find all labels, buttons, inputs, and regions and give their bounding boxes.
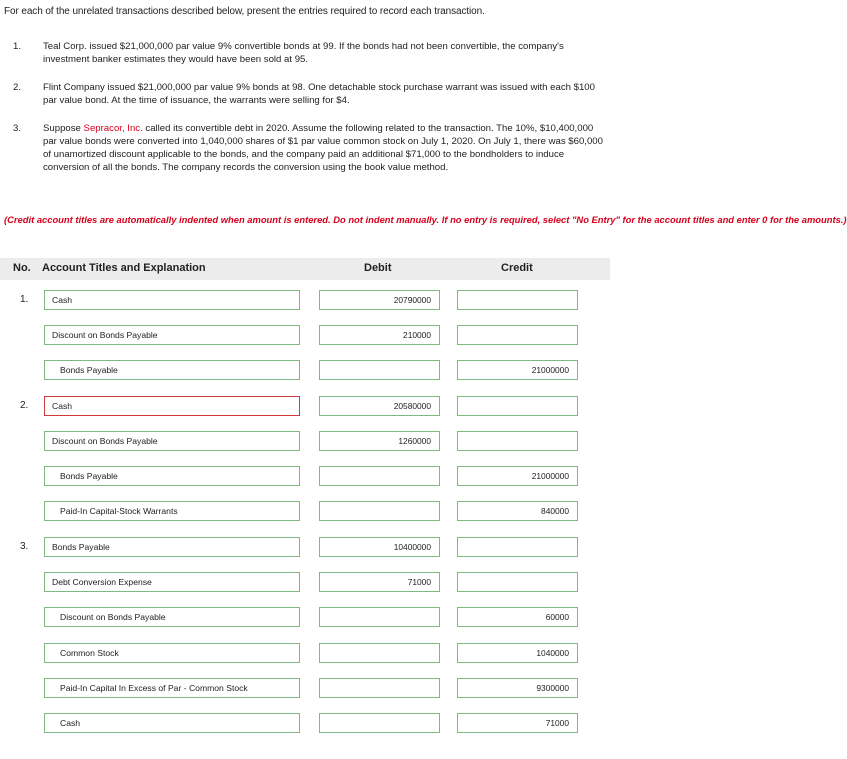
header-account: Account Titles and Explanation xyxy=(42,262,206,274)
debit-amount-field[interactable] xyxy=(319,360,440,380)
credit-amount-field[interactable] xyxy=(457,396,578,416)
account-title-field[interactable]: Debt Conversion Expense xyxy=(44,572,300,592)
debit-amount-field[interactable] xyxy=(319,678,440,698)
credit-amount-field[interactable]: 21000000 xyxy=(457,466,578,486)
credit-amount-field[interactable] xyxy=(457,431,578,451)
account-title-field[interactable]: Bonds Payable xyxy=(44,466,300,486)
credit-amount-field[interactable] xyxy=(457,572,578,592)
header-credit: Credit xyxy=(501,262,533,274)
debit-amount-field[interactable]: 71000 xyxy=(319,572,440,592)
entry-number: 1. xyxy=(20,294,29,305)
instructions-text: For each of the unrelated transactions described below, present the entries required to record each transaction. xyxy=(4,6,485,17)
credit-amount-field[interactable] xyxy=(457,537,578,557)
debit-amount-field[interactable] xyxy=(319,713,440,733)
header-no: No. xyxy=(13,262,31,274)
account-title-field[interactable]: Cash xyxy=(44,396,300,416)
problem-number: 3. xyxy=(13,123,22,134)
account-title-field[interactable]: Paid-In Capital-Stock Warrants xyxy=(44,501,300,521)
problem-number: 1. xyxy=(13,41,22,52)
account-title-field[interactable]: Bonds Payable xyxy=(44,537,300,557)
account-title-field[interactable]: Paid-In Capital In Excess of Par - Common Stock xyxy=(44,678,300,698)
table-header xyxy=(0,258,610,280)
credit-amount-field[interactable]: 60000 xyxy=(457,607,578,627)
account-title-field[interactable]: Bonds Payable xyxy=(44,360,300,380)
debit-amount-field[interactable]: 210000 xyxy=(319,325,440,345)
problem-text: Teal Corp. issued $21,000,000 par value 9% convertible bonds at 99. If the bonds had not been convertible, the company's investment banker estimates they would have been sold at 95. xyxy=(43,41,564,65)
account-title-field[interactable]: Discount on Bonds Payable xyxy=(44,431,300,451)
debit-amount-field[interactable] xyxy=(319,466,440,486)
account-title-field[interactable]: Cash xyxy=(44,713,300,733)
problem-text-pre: Suppose xyxy=(43,123,84,134)
entry-number: 3. xyxy=(20,541,29,552)
account-title-field[interactable]: Discount on Bonds Payable xyxy=(44,607,300,627)
account-title-field[interactable]: Cash xyxy=(44,290,300,310)
company-name-highlight: Sepracor, Inc. xyxy=(83,123,143,134)
credit-amount-field[interactable]: 71000 xyxy=(457,713,578,733)
credit-amount-field[interactable] xyxy=(457,290,578,310)
credit-amount-field[interactable]: 840000 xyxy=(457,501,578,521)
account-title-field[interactable]: Common Stock xyxy=(44,643,300,663)
debit-amount-field[interactable]: 20790000 xyxy=(319,290,440,310)
debit-amount-field[interactable]: 10400000 xyxy=(319,537,440,557)
credit-amount-field[interactable]: 21000000 xyxy=(457,360,578,380)
debit-amount-field[interactable]: 1260000 xyxy=(319,431,440,451)
credit-amount-field[interactable]: 9300000 xyxy=(457,678,578,698)
debit-amount-field[interactable]: 20580000 xyxy=(319,396,440,416)
entry-instructions-note: (Credit account titles are automatically indented when amount is entered. Do not indent manually. If no entry is required, select "No Entry" for the account titles and enter 0 for the amounts.) xyxy=(4,214,847,225)
problem-text xyxy=(43,122,609,174)
header-debit: Debit xyxy=(364,262,392,274)
problem-text: Flint Company issued $21,000,000 par value 9% bonds at 98. One detachable stock purchase warrant was issued with each $100 par value bond. At the time of issuance, the warrants were selling for $4. xyxy=(43,82,595,106)
problem-number: 2. xyxy=(13,82,22,93)
debit-amount-field[interactable] xyxy=(319,643,440,663)
credit-amount-field[interactable]: 1040000 xyxy=(457,643,578,663)
account-title-field[interactable]: Discount on Bonds Payable xyxy=(44,325,300,345)
credit-amount-field[interactable] xyxy=(457,325,578,345)
entry-number: 2. xyxy=(20,400,29,411)
debit-amount-field[interactable] xyxy=(319,501,440,521)
debit-amount-field[interactable] xyxy=(319,607,440,627)
problem-text-post: called its convertible debt in 2020. Assume the following related to the transaction. The 10%, $10,400,000 par value bonds were converted into 1,040,000 shares of $1 par value common stock on July 1, 2020. On July 1, there was $60,000 of unamortized discount applicable to the bonds, and the company paid an additional $71,000 to the bondholders to induce conversion of all the bonds. The company records the conversion using the book value method. xyxy=(43,123,603,173)
